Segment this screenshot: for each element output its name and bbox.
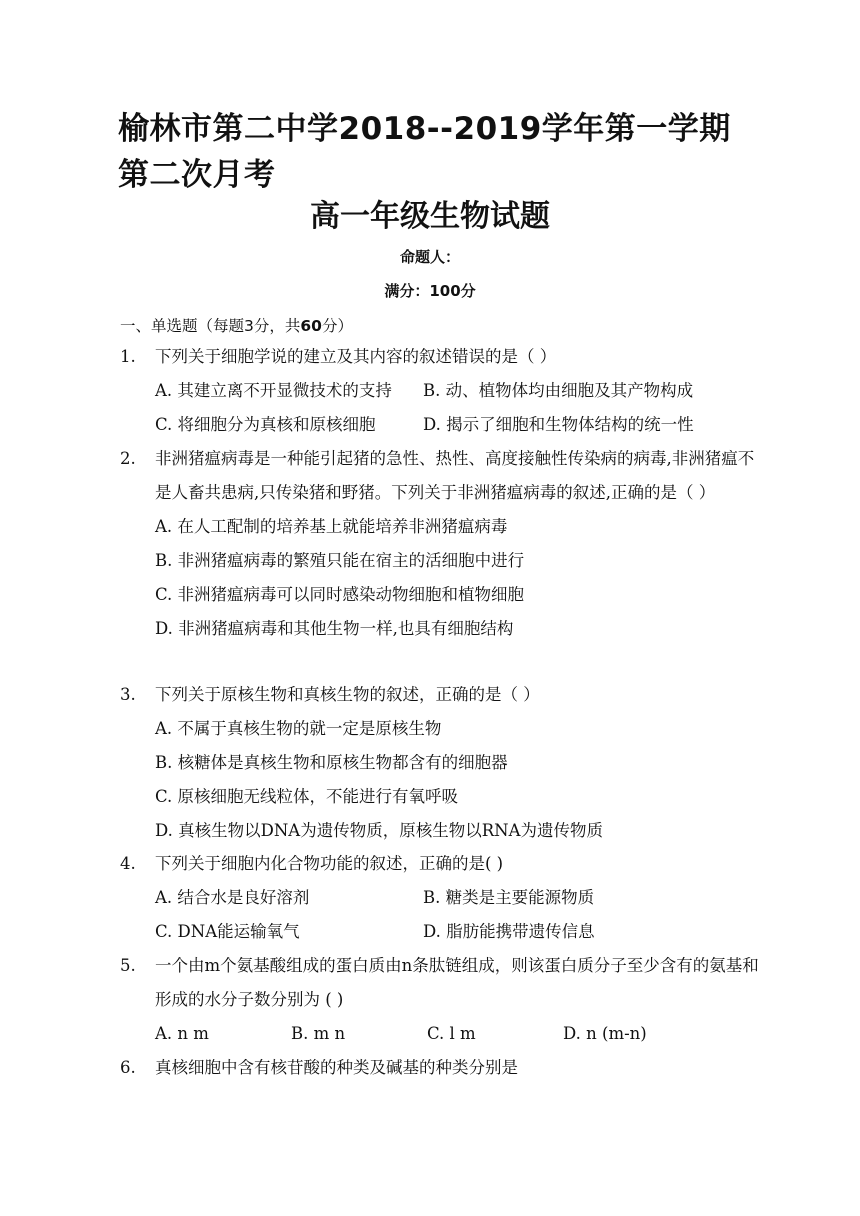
- option-c: C. 将细胞分为真核和原核细胞: [155, 415, 376, 434]
- option-b: B. 动、植物体均由细胞及其产物构成: [423, 381, 694, 400]
- question-options: [155, 510, 760, 646]
- question-number: 1.: [120, 347, 136, 366]
- section-heading: [120, 315, 353, 337]
- question-number: 5.: [120, 956, 136, 975]
- option-d: D. 揭示了细胞和生物体结构的统一性: [423, 415, 694, 434]
- option-d: D. n (m-n): [563, 1024, 647, 1043]
- question-number: 3.: [120, 685, 136, 704]
- question-stem: 下列关于细胞内化合物功能的叙述，正确的是( ): [155, 854, 504, 873]
- question-4: [120, 847, 760, 949]
- question-3: [120, 678, 760, 848]
- option-d: D. 脂肪能携带遗传信息: [423, 922, 595, 941]
- option-c: C. l m: [427, 1024, 476, 1043]
- question-1: [120, 340, 760, 442]
- section-heading-suffix: 分）: [321, 317, 353, 335]
- question-stem: 下列关于细胞学说的建立及其内容的叙述错误的是（ ）: [155, 347, 557, 366]
- question-options: [155, 374, 760, 442]
- option-b: B. m n: [291, 1024, 346, 1043]
- question-6: [120, 1051, 760, 1085]
- option-d: D. 非洲猪瘟病毒和其他生物一样,也具有细胞结构: [155, 619, 514, 638]
- question-number: 4.: [120, 854, 136, 873]
- option-a: A. 在人工配制的培养基上就能培养非洲猪瘟病毒: [155, 517, 508, 536]
- author-label: 命题人：: [399, 248, 460, 266]
- question-options: [155, 1017, 760, 1051]
- option-b: B. 核糖体是真核生物和原核生物都含有的细胞器: [155, 753, 508, 772]
- question-stem: 一个由m个氨基酸组成的蛋白质由n条肽链组成，则该蛋白质分子至少含有的氨基和形成的水分子数分别为 ( ): [155, 956, 759, 1009]
- question-number: 2.: [120, 449, 136, 468]
- section-heading-prefix: 一、单选题（每题3分，共: [120, 317, 301, 335]
- question-options: [155, 712, 760, 848]
- exam-title: 高一年级生物试题: [310, 199, 550, 234]
- option-c: C. 原核细胞无线粒体，不能进行有氧呼吸: [155, 787, 459, 806]
- option-c: C. 非洲猪瘟病毒可以同时感染动物细胞和植物细胞: [155, 585, 525, 604]
- option-a: A. 结合水是良好溶剂: [155, 888, 310, 907]
- question-options: [155, 881, 760, 949]
- option-c: C. DNA能运输氧气: [155, 922, 300, 941]
- question-stem: 真核细胞中含有核苷酸的种类及碱基的种类分别是: [155, 1058, 518, 1077]
- option-a: A. 其建立离不开显微技术的支持: [155, 381, 392, 400]
- full-score: 满分：100分: [384, 282, 476, 300]
- option-b: B. 非洲猪瘟病毒的繁殖只能在宿主的活细胞中进行: [155, 551, 525, 570]
- option-a: A. 不属于真核生物的就一定是原核生物: [155, 719, 442, 738]
- option-b: B. 糖类是主要能源物质: [423, 888, 595, 907]
- question-2: [120, 442, 760, 646]
- section-heading-score: 60: [300, 317, 322, 335]
- question-number: 6.: [120, 1058, 136, 1077]
- question-5: [120, 949, 760, 1051]
- school-title-line-1: 榆林市第二中学2018--2019学年第一学期: [118, 111, 731, 147]
- question-stem: 非洲猪瘟病毒是一种能引起猪的急性、热性、高度接触性传染病的病毒,非洲猪瘟不是人畜共患病,只传染猪和野猪。下列关于非洲猪瘟病毒的叙述,正确的是（ ）: [155, 449, 755, 502]
- school-title: [118, 106, 798, 198]
- question-stem: 下列关于原核生物和真核生物的叙述，正确的是（ ）: [155, 685, 540, 704]
- school-title-line-2: 第二次月考: [118, 157, 276, 193]
- option-d: D. 真核生物以DNA为遗传物质，原核生物以RNA为遗传物质: [155, 821, 603, 840]
- option-a: A. n m: [155, 1024, 209, 1043]
